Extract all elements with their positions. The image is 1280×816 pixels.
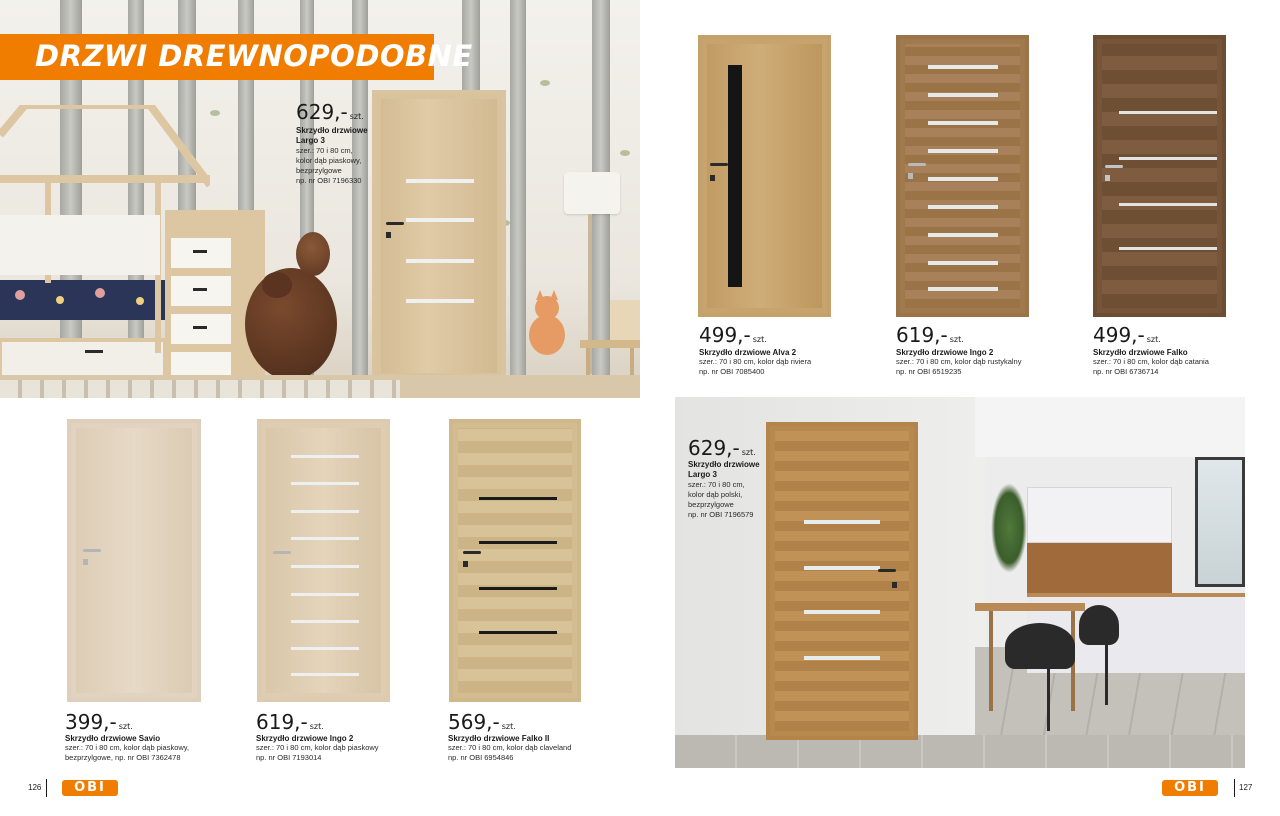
door-falko2 bbox=[449, 419, 581, 702]
door-handle-icon bbox=[273, 551, 291, 554]
product-price: 499,- szt. bbox=[1093, 323, 1161, 347]
door-savio bbox=[67, 419, 201, 702]
small-teddy-bear bbox=[296, 232, 330, 276]
floor-lamp bbox=[564, 172, 620, 214]
black-chair bbox=[1005, 623, 1075, 669]
kitchen-wall-cabinets bbox=[1027, 487, 1172, 543]
fox-decal bbox=[522, 290, 572, 360]
kitchen-window bbox=[1195, 457, 1245, 587]
door-handle-icon bbox=[386, 222, 404, 225]
kitchen-product-desc: szer.: 70 i 80 cm, kolor dąb polski, bezprzylgowe np. nr OBI 7196579 bbox=[688, 480, 754, 519]
product-name: Skrzydło drzwiowe Falko bbox=[1093, 348, 1188, 357]
hero-product-name: Skrzydło drzwiowe bbox=[296, 126, 368, 135]
hero-product-desc: szer.: 70 i 80 cm, kolor dąb piaskowy, bezprzylgowe np. nr OBI 7196330 bbox=[296, 146, 362, 185]
product-name: Skrzydło drzwiowe Ingo 2 bbox=[256, 734, 354, 743]
product-name: Skrzydło drzwiowe Alva 2 bbox=[699, 348, 797, 357]
door-ingo2-rustic bbox=[896, 35, 1029, 317]
product-price: 499,- szt. bbox=[699, 323, 767, 347]
hanging-plant bbox=[991, 483, 1027, 573]
door-handle-icon bbox=[710, 163, 728, 166]
door-handle-icon bbox=[908, 163, 926, 166]
door-handle-icon bbox=[83, 549, 101, 552]
hero-price: 629,- szt. bbox=[296, 100, 364, 124]
hero-product-model: Largo 3 bbox=[296, 136, 325, 145]
product-price: 569,- szt. bbox=[448, 710, 516, 734]
product-price: 619,- szt. bbox=[896, 323, 964, 347]
product-price: 399,- szt. bbox=[65, 710, 133, 734]
product-price: 619,- szt. bbox=[256, 710, 324, 734]
door-ingo2-sand bbox=[257, 419, 390, 702]
kitchen-price: 629,- szt. bbox=[688, 436, 756, 460]
teddy-bear-ear bbox=[262, 272, 292, 298]
kitchen-product-model: Largo 3 bbox=[688, 470, 717, 479]
hero-door-largo3 bbox=[372, 90, 506, 382]
page-number-left: 126 bbox=[28, 783, 42, 792]
product-name: Skrzydło drzwiowe Savio bbox=[65, 734, 161, 743]
obi-logo: OBI bbox=[62, 780, 118, 796]
product-desc: szer.: 70 i 80 cm, kolor dąb riviera np. nr OBI 7085400 bbox=[699, 357, 812, 376]
door-handle-icon bbox=[463, 551, 481, 554]
kitchen-product-name: Skrzydło drzwiowe bbox=[688, 460, 760, 469]
product-desc: szer.: 70 i 80 cm, kolor dąb piaskowy, bezprzylgowe, np. nr OBI 7362478 bbox=[65, 743, 190, 762]
category-title: DRZWI DREWNOPODOBNE bbox=[35, 39, 473, 73]
product-name: Skrzydło drzwiowe Falko II bbox=[448, 734, 550, 743]
product-desc: szer.: 70 i 80 cm, kolor dąb catania np. nr OBI 6736714 bbox=[1093, 357, 1209, 376]
product-desc: szer.: 70 i 80 cm, kolor dąb piaskowy np. nr OBI 7193014 bbox=[256, 743, 379, 762]
page-number-right: 127 bbox=[1239, 783, 1253, 792]
small-chair bbox=[580, 300, 640, 380]
door-handle-icon bbox=[1105, 165, 1123, 168]
product-desc: szer.: 70 i 80 cm, kolor dąb claveland np. nr OBI 6954846 bbox=[448, 743, 572, 762]
product-desc: szer.: 70 i 80 cm, kolor dąb rustykalny np. nr OBI 6519235 bbox=[896, 357, 1022, 376]
door-handle-icon bbox=[878, 569, 896, 572]
dining-table bbox=[975, 603, 1085, 611]
door-falko bbox=[1093, 35, 1226, 317]
obi-logo: OBI bbox=[1162, 780, 1218, 796]
door-alva2 bbox=[698, 35, 831, 317]
category-banner bbox=[0, 34, 473, 80]
product-name: Skrzydło drzwiowe Ingo 2 bbox=[896, 348, 994, 357]
kitchen-door-largo3 bbox=[766, 422, 918, 740]
black-chair bbox=[1079, 605, 1119, 645]
door-black-glass bbox=[728, 65, 742, 287]
kitchen-room-photo bbox=[675, 397, 1245, 768]
